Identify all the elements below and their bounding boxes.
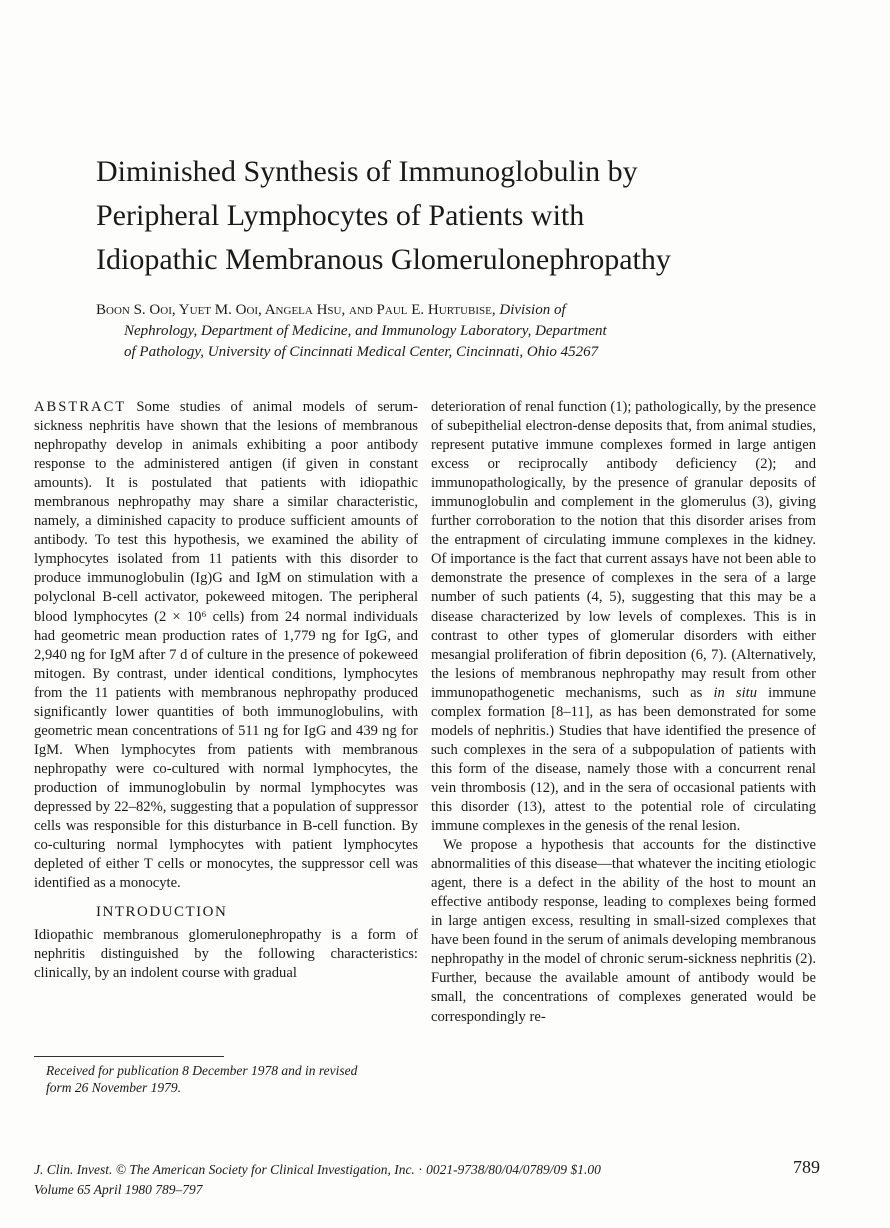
journal-citation: J. Clin. Invest. © The American Society for Clinical Investigation, Inc. — [34, 1162, 415, 1177]
affiliation: Nephrology, Department of Medicine, and Immunology Laboratory, Department — [124, 323, 607, 339]
abstract — [34, 398, 418, 893]
page-number: 789 — [793, 1157, 820, 1177]
price: $1.00 — [570, 1162, 601, 1177]
volume: Volume 65 — [34, 1182, 91, 1197]
body-text: immune complex formation [8–11], as has been demonstrated for some models of nephritis.) Studies that have identified the presence of such complexes in the sera of a subpopulation of patients with this form of the disease, namely those with a concurrent renal vein thrombosis (12), and in the sera of occasional patients with this disorder (13), attest to the potential role of circulating immune complexes in the genesis of the renal lesion. — [431, 684, 816, 835]
page-footer — [34, 1160, 824, 1200]
right-column — [431, 398, 816, 1027]
body-paragraph: We propose a hypothesis that accounts for the distinctive abnormalities of this disease—that whatever the inciting etiologic agent, there is a defect in the ability of the host to mount an effective antibody response, leading to complexes being formed in large antigen excess, resulting in small-sized complexes that have been found in the serum of animals developing membranous nephropathy in the model of chronic serum-sickness nephritis (2). Further, because the available amount of antibody would be small, the concentrations of complexes generated would be correspondingly re- — [431, 837, 816, 1025]
footnote-divider — [34, 1056, 224, 1057]
title-line: Idiopathic Membranous Glomerulonephropathy — [96, 243, 671, 276]
issn-code: 0021-9738/80/04/0789/09 — [426, 1162, 568, 1177]
footnote-line: form 26 November 1979. — [46, 1080, 181, 1095]
title-line: Diminished Synthesis of Immunoglobulin by — [96, 155, 638, 188]
footnote-line: Received for publication 8 December 1978 and in revised — [46, 1063, 358, 1078]
footnote — [46, 1062, 426, 1096]
abstract-text: Some studies of animal models of serum-sickness nephritis have shown that the lesions of membranous nephropathy develop in animals exhibiting a poor antibody response to the administered antigen (if given in constant amounts). It is postulated that patients with idiopathic membranous nephropathy may share a similar characteristic, namely, a diminished capacity to produce sufficient amounts of antibody. To test this hypothesis, we examined the ability of lymphocytes isolated from 11 patients with this disorder to produce immunoglobulin (Ig)G and IgM on stimulation with a polyclonal B-cell activator, pokeweed mitogen. The peripheral blood lymphocytes (2 × 10⁶ cells) from 24 normal individuals had geometric mean production rates of 1,779 ng for IgG, and 2,940 ng for IgM after 7 d of culture in the presence of pokeweed mitogen. By contrast, under identical conditions, lymphocytes from the 11 patients with membranous nephropathy produced significantly lower quantities of both immunoglobulins, with geometric mean concentrations of 511 ng for IgG and 439 ng for IgM. When lymphocytes from patients with membranous nephropathy were co-cultured with normal lymphocytes, the production of immunoglobulin by normal lymphocytes was depressed by 22–82%, suggesting that a population of suppressor cells was responsible for this disturbance in B-cell function. By co-culturing normal lymphocytes with patient lymphocytes depleted of either T cells or monocytes, the suppressor cell was identified as a monocyte. — [34, 399, 418, 892]
section-heading: INTRODUCTION — [96, 904, 228, 921]
issue-date: April 1980 — [93, 1182, 152, 1197]
left-column — [34, 398, 418, 983]
paper-title — [96, 150, 816, 282]
author-names: Boon S. Ooi, Yuet M. Ooi, Angela Hsu, and Paul E. Hurtubise, — [96, 302, 496, 318]
affiliation: Division of — [499, 302, 566, 318]
body-paragraph — [431, 398, 816, 836]
body-paragraph: Idiopathic membranous glomerulonephropathy is a form of nephritis distinguished by the following characteristics: clinically, by an indolent course with gradual — [34, 927, 418, 982]
italic-term: in situ — [713, 684, 758, 701]
title-line: Peripheral Lymphocytes of Patients with — [96, 199, 585, 232]
body-text: deterioration of renal function (1); pathologically, by the presence of subepithelial electron-dense deposits that, from animal studies, represent putative immune complexes formed in large antigen excess or reciprocally antibody deficiency (2); and immunopathologically, by the presence of granular deposits of immunoglobulin and complement in the glomerulus (3), giving further corroboration to the notion that this disorder arises from the entrapment of circulating immune complexes in the kidney. Of importance is the fact that current assays have not been able to demonstrate the presence of complexes in the sera of a large number of such patients (4, 5), suggesting that this may be a disease characterized by low levels of complexes. This is in contrast to other types of glomerular disorders with either mesangial proliferation of fibrin deposition (6, 7). (Alternatively, the lesions of membranous nephropathy may result from other immunopathogenetic mechanisms, such as — [431, 399, 816, 701]
affiliation: of Pathology, University of Cincinnati Medical Center, Cincinnati, Ohio 45267 — [124, 344, 599, 360]
abstract-label: ABSTRACT — [34, 399, 127, 415]
author-block — [96, 300, 796, 363]
footer-separator: · — [418, 1162, 423, 1177]
page-range: 789–797 — [155, 1182, 203, 1197]
